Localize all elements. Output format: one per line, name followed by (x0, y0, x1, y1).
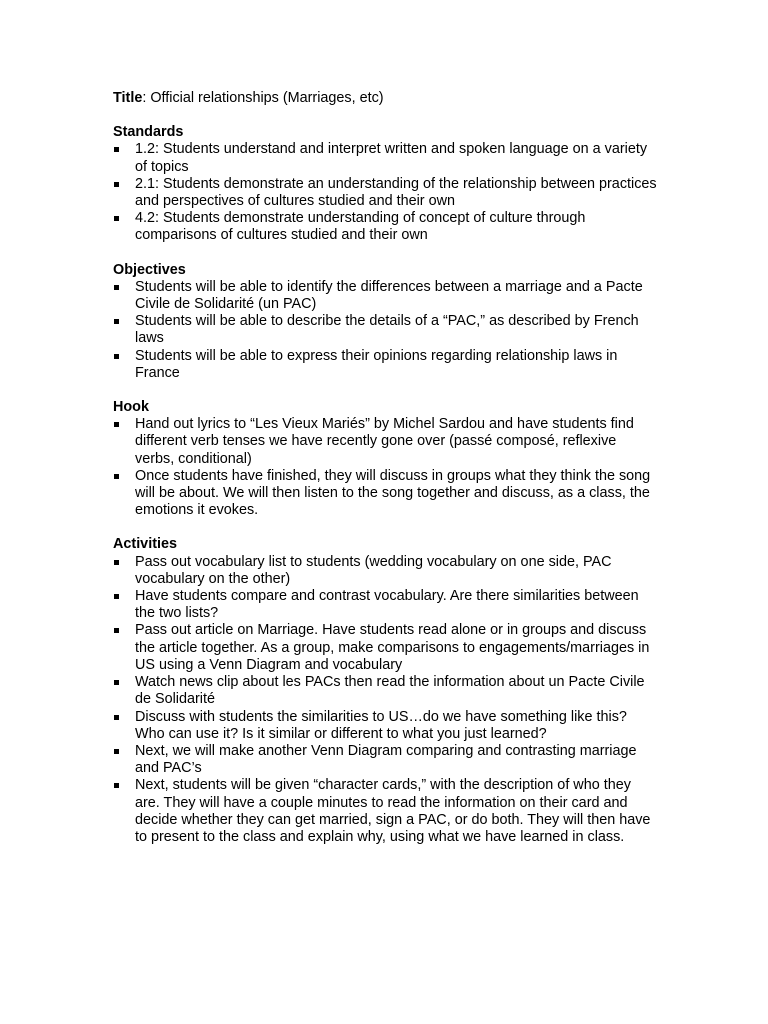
objectives-section (113, 262, 658, 382)
hook-list (113, 416, 658, 519)
activities-item: Pass out article on Marriage. Have students read alone or in groups and discuss the article together. As a group, make comparisons to engagements/marriages in US using a Venn Diagram and vocabulary (113, 622, 658, 674)
title-separator: : (142, 90, 151, 106)
standards-list (113, 141, 658, 244)
activities-item: Pass out vocabulary list to students (wedding vocabulary on one side, PAC vocabulary on the other) (113, 554, 658, 588)
standards-section (113, 124, 658, 244)
objectives-heading: Objectives (113, 261, 186, 278)
standards-item: 4.2: Students demonstrate understanding of concept of culture through comparisons of cultures studied and their own (113, 210, 658, 244)
standards-item: 1.2: Students understand and interpret written and spoken language on a variety of topics (113, 141, 658, 175)
document-title (113, 90, 658, 107)
activities-item: Discuss with students the similarities to US…do we have something like this? Who can use it? Is it similar or different to what you just learned? (113, 709, 658, 743)
title-text: Official relationships (Marriages, etc) (150, 90, 384, 106)
activities-section (113, 536, 658, 846)
hook-item: Hand out lyrics to “Les Vieux Mariés” by Michel Sardou and have students find different verb tenses we have recently gone over (passé composé, reflexive verbs, conditional) (113, 416, 658, 468)
activities-item: Next, students will be given “character cards,” with the description of who they are. They will have a couple minutes to read the information on their card and decide whether they can get married, sign a PAC, or do both. They will then have to present to the class and explain why, using what we have learned in class. (113, 777, 658, 846)
activities-list (113, 554, 658, 846)
objectives-item: Students will be able to identify the differences between a marriage and a Pacte Civile de Solidarité (un PAC) (113, 279, 658, 313)
activities-item: Watch news clip about les PACs then read the information about un Pacte Civile de Solidarité (113, 674, 658, 708)
objectives-item: Students will be able to express their opinions regarding relationship laws in France (113, 348, 658, 382)
standards-heading: Standards (113, 124, 184, 141)
objectives-list (113, 279, 658, 382)
activities-heading: Activities (113, 536, 177, 553)
lesson-plan-page (113, 90, 658, 863)
title-label: Title (113, 90, 143, 106)
hook-section (113, 399, 658, 519)
hook-item: Once students have finished, they will discuss in groups what they think the song will be about. We will then listen to the song together and discuss, as a class, the emotions it evokes. (113, 468, 658, 520)
hook-heading: Hook (113, 399, 149, 416)
activities-item: Next, we will make another Venn Diagram comparing and contrasting marriage and PAC’s (113, 743, 658, 777)
objectives-item: Students will be able to describe the details of a “PAC,” as described by French laws (113, 313, 658, 347)
activities-item: Have students compare and contrast vocabulary. Are there similarities between the two lists? (113, 588, 658, 622)
standards-item: 2.1: Students demonstrate an understanding of the relationship between practices and perspectives of cultures studied and their own (113, 176, 658, 210)
